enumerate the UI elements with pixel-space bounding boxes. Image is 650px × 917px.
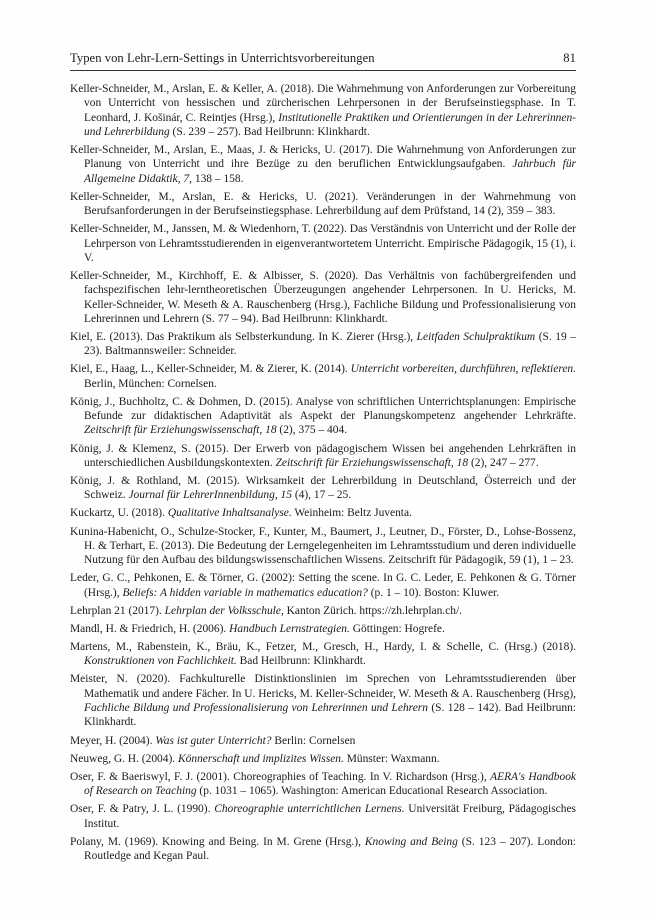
reference-entry (70, 474, 576, 503)
reference-text: Göttingen: Hogrefe. (349, 622, 445, 635)
reference-title-italic: Knowing and Being (364, 835, 458, 848)
reference-title-italic: Unterricht vorbereiten, durchführen, reflektieren. (350, 363, 576, 376)
reference-title-italic: Qualitative Inhaltsanalyse. (167, 507, 292, 520)
reference-title-italic: Choreographie unterrichtlichen Lernens. (214, 803, 405, 816)
reference-text: König, J., Buchholtz, C. & Dohmen, D. (2015). Analyse von schriftlichen Unterrichtsplanungen: Empirische Befunde zur didaktischen Adaptivität als Aspekt der Planungskompetenz angehender Lehrkräfte. (70, 395, 576, 423)
reference-entry (70, 802, 576, 831)
reference-title-italic: Was ist guter Unterricht? (155, 734, 272, 747)
reference-text: Meyer, H. (2004). (70, 734, 156, 747)
reference-title-italic: Leitfaden Schulpraktikum (416, 330, 536, 343)
reference-text: (2), 247 – 277. (468, 456, 539, 469)
reference-text: Kiel, E. (2013). Das Praktikum als Selbsterkundung. In K. Zierer (Hrsg.), (70, 330, 417, 343)
reference-text: Keller-Schneider, M., Janssen, M. & Wiedenhorn, T. (2022). Das Verständnis von Unterricht und der Rolle der Lehrperson von Lehramtsstudierenden in eigenverantwortetem Unterricht. Empirische Pädagogik, 15 (1), i. V. (70, 223, 576, 264)
reference-entry (70, 269, 576, 326)
reference-list (70, 82, 576, 867)
reference-text: (p. 1031 – 1065). Washington: American Educational Research Association. (196, 785, 548, 798)
reference-text: Oser, F. & Patry, J. L. (1990). (70, 803, 215, 816)
reference-entry (70, 190, 576, 219)
reference-text: Keller-Schneider, M., Arslan, E., Maas, J. & Hericks, U. (2017). Die Wahrnehmung von Anforderungen zur Planung von Unterricht und ihre Bezüge zu den beruflichen Entwicklungsaufgaben. (70, 144, 576, 171)
reference-text: Bad Heilbrunn: Klinkhardt. (236, 655, 366, 668)
reference-entry (70, 143, 576, 186)
reference-entry (70, 571, 576, 600)
reference-title-italic: Zeitschrift für Erziehungswissenschaft, 18 (84, 424, 277, 437)
reference-entry (70, 770, 576, 799)
reference-text: Universität Freiburg, Pädagogisches Institut. (84, 803, 577, 830)
reference-title-italic: Jahrbuch für Allgemeine Didaktik, 7, (84, 158, 576, 185)
reference-text: , Kanton Zürich. https://zh.lehrplan.ch/. (280, 604, 462, 617)
reference-text: Mandl, H. & Friedrich, H. (2006). (70, 622, 230, 635)
reference-text: Kunina-Habenicht, O., Schulze-Stocker, F., Kunter, M., Baumert, J., Leutner, D., Förster, D., Lohse-Bossenz, H. & Terhart, E. (2013). Die Bedeutung der Lerngelegenheiten im Lehramtsstudium und deren individuelle Nutzung für den Aufbau des bildungswissenschaftlichen Wissens. Zeitschrift für Pädagogik, 59 (1), 1 – 23. (70, 525, 576, 567)
page-number: 81 (563, 51, 576, 65)
reference-entry (70, 362, 576, 391)
reference-text: König, J. & Rothland, M. (2015). Wirksamkeit der Lehrerbildung in Deutschland, Österreich und der Schweiz. (70, 475, 576, 502)
reference-title-italic: Beliefs: A hidden variable in mathematics education? (122, 586, 368, 599)
reference-text: (2), 375 – 404. (276, 424, 348, 437)
reference-text: (S. 19 – 23). Baltmannsweiler: Schneider. (84, 330, 576, 358)
reference-title-italic: Könnerschaft und implizites Wissen. (178, 752, 344, 765)
reference-entry (70, 640, 576, 669)
reference-text: Keller-Schneider, M., Arslan, E. & Keller, A. (2018). Die Wahrnehmung von Anforderungen zur Vorbereitung von Unterricht von hessischen und zürcherischen Lehrpersonen in der Berufseinstiegsphase. In T. Leonhard, J. Košinár, C. Reintjes (Hrsg.), (70, 83, 576, 124)
reference-title-italic: Konstruktionen von Fachlichkeit. (84, 655, 237, 668)
reference-entry (70, 330, 576, 359)
reference-text: Keller-Schneider, M., Kirchhoff, E. & Albisser, S. (2020). Das Verhältnis von fachübergreifenden und fachspezifischen lehr-lerntheoretischen Überzeugungen angehender Lehrpersonen. In U. Hericks, M. Keller-Schneider, W. Meseth & A. Rauschenberg (Hrsg.), Fachliche Bildung und Professionalisierung von Lehrerinnen und Lehrern (S. 77 – 94). Bad Heilbrunn: Klinkhardt. (70, 269, 576, 325)
reference-text: (4), 17 – 25. (291, 489, 352, 502)
reference-entry (70, 525, 576, 568)
reference-text: Keller-Schneider, M., Arslan, E. & Hericks, U. (2021). Veränderungen in der Wahrnehmung von Berufsanforderungen in der Berufseinstiegsphase. Lehrerbildung auf dem Prüfstand, 14 (2), 359 – 383. (70, 190, 576, 218)
reference-text: Kuckartz, U. (2018). (70, 507, 168, 520)
reference-text: Polany, M. (1969). Knowing and Being. In M. Grene (Hrsg.), (70, 835, 365, 848)
reference-entry (70, 604, 576, 618)
header-divider (70, 70, 576, 71)
reference-title-italic: Lehrplan der Volksschule (164, 604, 281, 617)
reference-text: (S. 128 – 142). Bad Heilbrunn: Klinkhardt. (84, 702, 576, 729)
reference-title-italic: Institutionelle Praktiken und Orientierungen in der Lehrerinnen- und Lehrerbildung (84, 111, 576, 138)
reference-entry (70, 734, 576, 748)
reference-text: Berlin: Cornelsen (271, 734, 356, 747)
reference-text: Berlin, München: Cornelsen. (84, 377, 217, 390)
reference-text: Kiel, E., Haag, L., Keller-Schneider, M. & Zierer, K. (2014). (70, 363, 351, 376)
reference-entry (70, 506, 576, 520)
reference-entry (70, 752, 576, 766)
reference-text: Weinheim: Beltz Juventa. (291, 507, 412, 520)
running-title: Typen von Lehr-Lern-Settings in Unterrichtsvorbereitungen (70, 51, 375, 65)
reference-text: Neuweg, G. H. (2004). (70, 752, 178, 765)
reference-entry (70, 82, 576, 139)
reference-text: Münster: Waxmann. (343, 752, 440, 765)
reference-entry (70, 222, 576, 265)
running-header (70, 46, 576, 66)
reference-title-italic: Zeitschrift für Erziehungswissenschaft, 18 (275, 456, 469, 469)
reference-entry (70, 622, 576, 636)
reference-entry (70, 835, 576, 864)
reference-title-italic: Fachliche Bildung und Professionalisierung von Lehrerinnen und Lehrern (84, 702, 428, 715)
reference-text: Martens, M., Rabenstein, K., Bräu, K., Fetzer, M., Gresch, H., Hardy, I. & Schelle, C. (Hrsg.) (2018). (70, 641, 576, 654)
reference-text: Leder, G. C., Pehkonen, E. & Törner, G. (2002): Setting the scene. In G. C. Leder, E. Pehkonen & G. Törner (Hrsg.), (70, 572, 576, 599)
reference-text: (S. 239 – 257). Bad Heilbrunn: Klinkhardt. (169, 125, 370, 138)
reference-title-italic: Handbuch Lernstrategien. (229, 622, 350, 635)
reference-text: (S. 123 – 207). London: Routledge and Kegan Paul. (84, 835, 576, 862)
reference-entry (70, 442, 576, 471)
reference-title-italic: AERA's Handbook of Research on Teaching (84, 770, 576, 798)
reference-text: Lehrplan 21 (2017). (70, 604, 165, 617)
reference-entry (70, 395, 576, 438)
reference-entry (70, 672, 576, 729)
reference-text: 138 – 158. (192, 172, 244, 185)
reference-text: Oser, F. & Baeriswyl, F. J. (2001). Choreographies of Teaching. In V. Richardson (Hrsg.), (70, 770, 491, 783)
reference-text: (p. 1 – 10). Boston: Kluwer. (367, 586, 500, 599)
reference-text: König, J. & Klemenz, S. (2015). Der Erwerb von pädagogischem Wissen bei angehenden Lehrkräften in unterschiedlichen Ausbildungskontexten. (70, 442, 576, 469)
reference-title-italic: Journal für LehrerInnenbildung, 15 (128, 489, 292, 502)
reference-text: Meister, N. (2020). Fachkulturelle Distinktionslinien im Sprechen von Lehramtsstudierenden über Mathematik und andere Fächer. In U. Hericks, M. Keller-Schneider, W. Meseth & A. Rauschenberg (Hrsg), (70, 673, 576, 700)
